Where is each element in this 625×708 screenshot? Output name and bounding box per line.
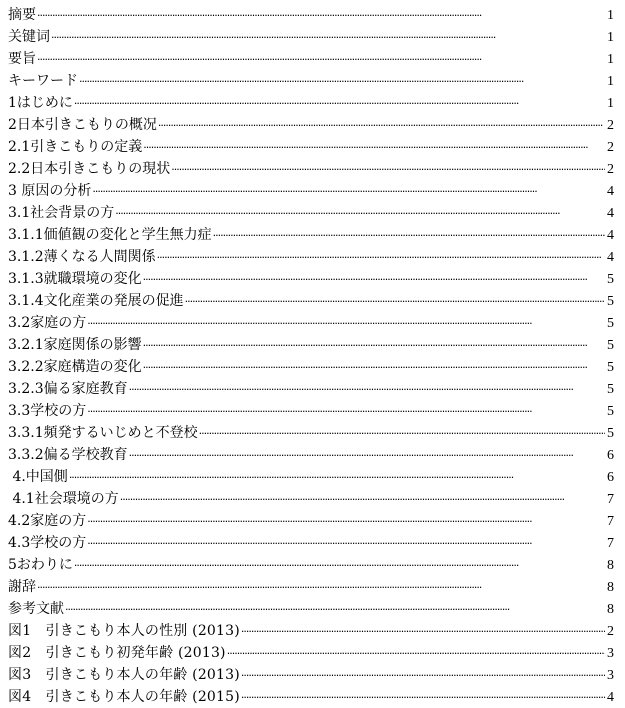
toc-leader-dots	[87, 401, 605, 422]
toc-entry-label: 参考文献	[8, 601, 64, 617]
toc-leader-dots	[69, 467, 605, 488]
toc-entry-references[interactable]	[8, 598, 614, 620]
toc-leader-dots	[115, 203, 605, 224]
toc-entry-label: 4.1社会環境の方	[8, 491, 119, 507]
toc-entry-label: 3.2.1家庭関係の影響	[8, 337, 142, 353]
toc-leader-dots	[37, 5, 605, 26]
toc-entry-page: 4	[607, 184, 614, 199]
toc-entry-page: 1	[607, 96, 614, 111]
toc-entry-page: 3	[607, 668, 614, 683]
toc-entry-section-3[interactable]	[8, 180, 614, 202]
toc-entry-label: 3 原因の分析	[8, 183, 92, 199]
toc-entry-page: 5	[607, 272, 614, 287]
toc-leader-dots	[37, 49, 605, 70]
toc-entry-section-3-2-1[interactable]	[8, 334, 614, 356]
toc-entry-keywords-cn[interactable]	[8, 26, 614, 48]
toc-entry-label: 2.1引きこもりの定義	[8, 139, 143, 155]
toc-entry-section-3-3[interactable]	[8, 400, 614, 422]
toc-entry-label: 3.1.3就職環境の変化	[8, 271, 142, 287]
toc-entry-label: 3.3学校の方	[8, 403, 87, 419]
toc-entry-label: 謝辞	[8, 579, 36, 595]
toc-entry-page: 1	[607, 30, 614, 45]
toc-entry-label: 摘要	[8, 7, 36, 23]
toc-entry-section-4-2[interactable]	[8, 510, 614, 532]
toc-entry-label: 3.1.1価値観の変化と学生無力症	[8, 227, 212, 243]
toc-entry-page: 8	[607, 580, 614, 595]
toc-entry-section-2[interactable]	[8, 114, 614, 136]
toc-entry-section-4-3[interactable]	[8, 532, 614, 554]
table-of-contents	[8, 4, 614, 708]
toc-entry-page: 6	[607, 448, 614, 463]
toc-leader-dots	[171, 159, 605, 180]
toc-entry-label: 3.2.2家庭構造の変化	[8, 359, 142, 375]
toc-entry-section-3-1-1[interactable]	[8, 224, 614, 246]
toc-entry-label: 2日本引きこもりの概况	[8, 117, 157, 133]
toc-entry-label: 3.1.4文化産業の発展の促進	[8, 293, 184, 309]
toc-entry-page: 7	[607, 492, 614, 507]
toc-entry-section-3-1[interactable]	[8, 202, 614, 224]
toc-leader-dots	[143, 269, 605, 290]
toc-entry-label: 4.3学校の方	[8, 535, 87, 551]
toc-entry-label: 4.2家庭の方	[8, 513, 87, 529]
toc-entry-page: 5	[607, 382, 614, 397]
toc-leader-dots	[74, 93, 605, 114]
toc-leader-dots	[79, 71, 605, 92]
toc-leader-dots	[120, 489, 605, 510]
toc-entry-page: 3	[607, 646, 614, 661]
toc-leader-dots	[143, 357, 605, 378]
toc-leader-dots	[241, 665, 605, 686]
toc-leader-dots	[158, 115, 605, 136]
toc-entry-section-4[interactable]	[8, 466, 614, 488]
toc-entry-label: 2.2日本引きこもりの現状	[8, 161, 171, 177]
toc-entry-page: 5	[607, 360, 614, 375]
toc-leader-dots	[129, 445, 605, 466]
toc-entry-keywords-jp[interactable]	[8, 70, 614, 92]
toc-entry-page: 8	[607, 602, 614, 617]
toc-entry-figure-1[interactable]	[8, 620, 614, 642]
toc-leader-dots	[241, 687, 605, 708]
toc-entry-section-3-1-3[interactable]	[8, 268, 614, 290]
toc-leader-dots	[87, 313, 605, 334]
toc-entry-page: 2	[607, 162, 614, 177]
toc-entry-page: 1	[607, 8, 614, 23]
toc-leader-dots	[143, 335, 605, 356]
toc-entry-label: キーワード	[8, 73, 78, 89]
toc-entry-section-3-3-1[interactable]	[8, 422, 614, 444]
toc-entry-page: 5	[607, 316, 614, 331]
toc-leader-dots	[241, 621, 605, 642]
toc-entry-label: 3.2.3偏る家庭教育	[8, 381, 128, 397]
toc-entry-label: 关键词	[8, 29, 50, 45]
toc-entry-page: 4	[607, 228, 614, 243]
toc-entry-label: 要旨	[8, 51, 36, 67]
toc-entry-abstract[interactable]	[8, 4, 614, 26]
toc-entry-page: 5	[607, 426, 614, 441]
toc-entry-section-2-1[interactable]	[8, 136, 614, 158]
toc-entry-page: 2	[607, 624, 614, 639]
toc-leader-dots	[213, 225, 605, 246]
toc-entry-summary-jp[interactable]	[8, 48, 614, 70]
toc-entry-label: 図3 引きこもり本人の年齢 (2013)	[8, 667, 240, 683]
toc-entry-page: 8	[607, 558, 614, 573]
toc-leader-dots	[74, 555, 605, 576]
toc-leader-dots	[87, 511, 605, 532]
toc-entry-label: 3.3.1頻発するいじめと不登校	[8, 425, 198, 441]
toc-entry-section-4-1[interactable]	[8, 488, 614, 510]
toc-entry-page: 7	[607, 514, 614, 529]
toc-entry-label: 3.2家庭の方	[8, 315, 87, 331]
toc-entry-page: 4	[607, 250, 614, 265]
toc-entry-page: 2	[607, 118, 614, 133]
toc-entry-section-3-1-2[interactable]	[8, 246, 614, 268]
toc-entry-page: 5	[607, 404, 614, 419]
toc-entry-label: 図1 引きこもり本人の性別 (2013)	[8, 623, 240, 639]
toc-entry-section-3-2-3[interactable]	[8, 378, 614, 400]
toc-leader-dots	[92, 181, 605, 202]
toc-leader-dots	[65, 599, 605, 620]
toc-entry-label: 3.1.2薄くなる人間関係	[8, 249, 156, 265]
toc-entry-figure-3[interactable]	[8, 664, 614, 686]
toc-leader-dots	[227, 643, 605, 664]
toc-entry-page: 7	[607, 536, 614, 551]
toc-entry-acknowledgements[interactable]	[8, 576, 614, 598]
toc-entry-page: 5	[607, 338, 614, 353]
toc-entry-label: 5おわりに	[8, 557, 73, 573]
toc-entry-section-3-2-2[interactable]	[8, 356, 614, 378]
toc-entry-page: 6	[607, 470, 614, 485]
toc-entry-label: 1はじめに	[8, 95, 73, 111]
toc-entry-page: 2	[607, 140, 614, 155]
toc-leader-dots	[129, 379, 605, 400]
toc-entry-page: 4	[607, 690, 614, 705]
toc-entry-section-1[interactable]	[8, 92, 614, 114]
toc-entry-section-2-2[interactable]	[8, 158, 614, 180]
toc-leader-dots	[143, 137, 605, 158]
toc-entry-label: 3.3.2偏る学校教育	[8, 447, 128, 463]
toc-leader-dots	[185, 291, 605, 312]
toc-entry-page: 1	[607, 52, 614, 67]
toc-entry-page: 4	[607, 206, 614, 221]
toc-leader-dots	[51, 27, 605, 48]
toc-entry-page: 5	[607, 294, 614, 309]
toc-entry-label: 図4 引きこもり本人の年齢 (2015)	[8, 689, 240, 705]
toc-entry-section-3-2[interactable]	[8, 312, 614, 334]
toc-entry-label: 図2 引きこもり初発年齢 (2013)	[8, 645, 226, 661]
toc-entry-section-5[interactable]	[8, 554, 614, 576]
toc-entry-figure-4[interactable]	[8, 686, 614, 708]
toc-entry-section-3-3-2[interactable]	[8, 444, 614, 466]
toc-entry-section-3-1-4[interactable]	[8, 290, 614, 312]
toc-leader-dots	[87, 533, 605, 554]
toc-entry-label: 3.1社会背景の方	[8, 205, 115, 221]
toc-entry-page: 1	[607, 74, 614, 89]
toc-leader-dots	[157, 247, 605, 268]
toc-entry-figure-2[interactable]	[8, 642, 614, 664]
toc-entry-label: 4.中国側	[8, 469, 68, 485]
toc-leader-dots	[37, 577, 605, 598]
toc-leader-dots	[199, 423, 605, 444]
